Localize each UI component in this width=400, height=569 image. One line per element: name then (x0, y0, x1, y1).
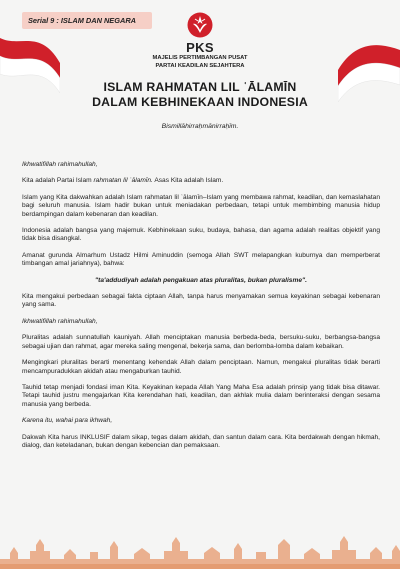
paragraph-amanat: Amanat gurunda Almarhum Ustadz Hilmi Aminuddin (semoga Allah SWT melapangkan kuburnya dan memperberat timbangan amal jariahnya), bahwa: (22, 251, 380, 268)
title-line-2: DALAM KEBHINEKAAN INDONESIA (92, 95, 308, 109)
paragraph-identity-start: Kita adalah Partai Islam (22, 177, 94, 185)
skyline-decoration (0, 533, 400, 569)
paragraph-identity-italic: rahmatan lil ʿālamīn. (93, 177, 153, 185)
pks-logo-icon (187, 12, 213, 38)
org-line-2: PARTAI KEADILAN SEJAHTERA (155, 62, 245, 69)
paragraph-pluralitas: Pluralitas adalah sunnatullah kauniyah. Allah menciptakan manusia berbeda-beda, bersuku-suku, berbangsa-bangsa sebagai ujian dan rahmat, agar mereka saling mengenal, bekerja sama, dan berlomba-lomba dalam kebaikan. (22, 334, 380, 350)
paragraph-mengingkari: Mengingkari pluralitas berarti menentang kehendak Allah dalam penciptaan. Namun, mengakui pluralitas tidak berarti mencampuradukkan akidah atau mengaburkan tauhid. (22, 359, 380, 375)
org-short-name: PKS (186, 40, 214, 55)
org-line-1: MAJELIS PERTIMBANGAN PUSAT (152, 55, 248, 61)
paragraph-identity-end: Asas Kita adalah Islam. (152, 177, 224, 185)
series-badge: Serial 9 : ISLAM DAN NEGARA (22, 12, 152, 29)
organization-block (0, 40, 400, 70)
title-line-1: ISLAM RAHMATAN LIL ʿĀLAMĪN (103, 80, 297, 94)
document-body (22, 161, 380, 458)
paragraph-identity (22, 177, 380, 185)
paragraph-greeting-2: Ikhwatifillah rahimahullah, (22, 317, 98, 325)
paragraph-dakwah: Dakwah Kita harus INKLUSIF dalam sikap, tegas dalam akidah, dan santun dalam cara. Kita berdakwah dengan hikmah, dialog, dan keteladanan, bukan dengan kebencian dan pemaksaan. (22, 433, 380, 449)
paragraph-recognize: Kita mengakui perbedaan sebagai fakta ciptaan Allah, tanpa harus menyamakan semua keyakinan sebagai kebenaran yang sama. (22, 293, 380, 309)
paragraph-islam-rahmatan: Islam yang Kita dakwahkan adalah Islam rahmatan lil ʿālamīn–Islam yang membawa rahmat, keadilan, dan kemaslahatan bagi seluruh manusia. Islam hadir bukan untuk meniadakan perbedaan, tetapi untuk membimbing manusia hidup berdampingan dalam kebenaran dan keadilan. (22, 193, 380, 218)
paragraph-greeting: Ikhwatifillah rahimahullah, (22, 161, 98, 168)
paragraph-tauhid: Tauhid tetap menjadi fondasi iman Kita. Keyakinan kepada Allah Yang Maha Esa adalah prinsip yang tidak bisa ditawar. Tetapi tauhid justru mengajarkan Kita kerendahan hati, keadilan, dan akhlak mulia dalam berinteraksi dengan sesama manusia yang berbeda. (22, 383, 380, 408)
paragraph-quote: "ta'addudiyah adalah pengakuan atas pluralitas, bukan pluralisme". (95, 276, 307, 284)
paragraph-indonesia: Indonesia adalah bangsa yang majemuk. Kebhinekaan suku, budaya, bahasa, dan agama adalah realitas objektif yang tidak bisa disangkal. (22, 227, 380, 243)
paragraph-karena: Karena itu, wahai para ikhwah, (22, 417, 113, 425)
document-title (0, 80, 400, 110)
bismillah: Bismillāhirraḥmānirraḥīm. (161, 123, 239, 130)
